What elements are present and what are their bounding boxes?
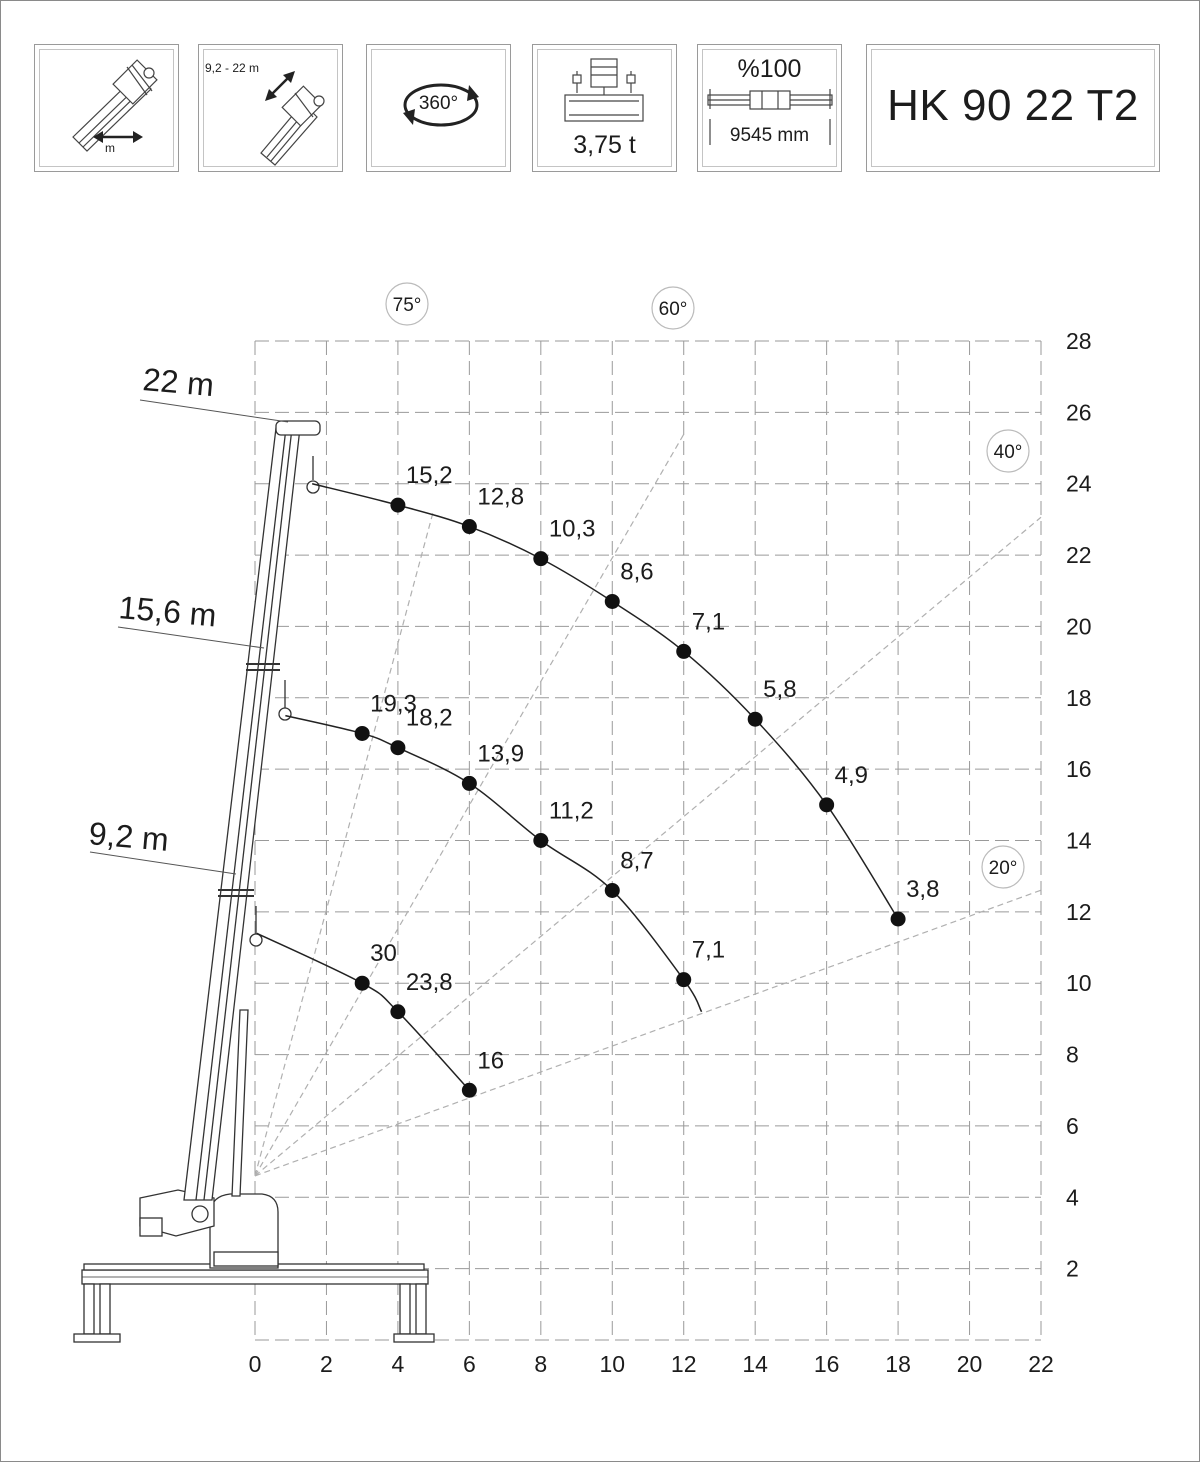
load-point xyxy=(605,883,620,898)
load-value-label: 5,8 xyxy=(763,676,797,704)
load-point xyxy=(748,712,763,727)
load-point xyxy=(891,911,906,926)
outreach-unit-label: m xyxy=(105,141,115,155)
load-curve xyxy=(257,933,470,1090)
load-point xyxy=(390,740,405,755)
y-tick-label: 26 xyxy=(1066,399,1092,426)
load-value-label: 16 xyxy=(477,1047,505,1075)
y-tick-label: 4 xyxy=(1066,1184,1079,1211)
angle-label: 75° xyxy=(392,295,422,316)
y-tick-label: 18 xyxy=(1066,684,1092,711)
crane-drawing xyxy=(74,421,434,1342)
load-value-label: 13,9 xyxy=(477,740,525,768)
y-tick-label: 14 xyxy=(1066,827,1092,854)
x-tick-label: 22 xyxy=(1028,1351,1054,1377)
axis-ticks xyxy=(249,328,1092,1377)
load-value-label: 19,3 xyxy=(370,690,417,718)
load-value-label: 23,8 xyxy=(405,968,453,996)
load-point xyxy=(390,1004,405,1019)
angle-label: 20° xyxy=(988,858,1018,879)
chart-grid xyxy=(255,341,1041,1340)
capacity-label: 3,75 t xyxy=(573,131,636,159)
load-value-label: 12,8 xyxy=(477,483,525,511)
load-value-label: 30 xyxy=(370,940,397,968)
y-tick-label: 2 xyxy=(1066,1255,1079,1282)
boom-length-label: 22 m xyxy=(141,361,216,404)
angle-lines xyxy=(255,283,1041,1176)
load-value-label: 18,2 xyxy=(405,704,453,732)
y-tick-label: 12 xyxy=(1066,898,1092,925)
y-tick-label: 16 xyxy=(1066,756,1092,783)
load-value-label: 11,2 xyxy=(548,797,594,825)
load-point xyxy=(676,644,691,659)
x-tick-label: 16 xyxy=(813,1351,840,1377)
x-tick-label: 10 xyxy=(599,1351,626,1377)
load-value-label: 10,3 xyxy=(548,515,596,543)
load-point xyxy=(390,498,405,513)
boom-length-label: 9,2 - 22 m xyxy=(205,61,260,75)
angle-line xyxy=(255,510,434,1176)
x-tick-label: 8 xyxy=(534,1351,548,1377)
y-tick-label: 10 xyxy=(1066,970,1092,997)
load-value-label: 3,8 xyxy=(906,875,940,903)
y-tick-label: 24 xyxy=(1066,470,1092,497)
model-name: HK 90 22 T2 xyxy=(887,81,1139,130)
load-value-label: 7,1 xyxy=(691,608,726,636)
outrigger-percent-label: %100 xyxy=(737,55,802,83)
load-value-label: 8,6 xyxy=(620,558,654,586)
x-tick-label: 18 xyxy=(885,1351,911,1377)
x-tick-label: 0 xyxy=(248,1351,262,1377)
load-point xyxy=(605,594,620,609)
load-point xyxy=(462,519,477,534)
y-tick-label: 20 xyxy=(1066,613,1092,640)
x-tick-label: 2 xyxy=(320,1351,333,1377)
load-point xyxy=(819,797,834,812)
boom-leader-line xyxy=(140,400,288,422)
load-point xyxy=(676,972,691,987)
boom-length-label: 15,6 m xyxy=(117,589,218,634)
load-point xyxy=(533,551,548,566)
load-value-label: 8,7 xyxy=(620,847,654,875)
x-tick-label: 14 xyxy=(742,1351,768,1377)
y-tick-label: 28 xyxy=(1066,328,1092,354)
load-curves xyxy=(257,484,898,1091)
load-point xyxy=(355,726,370,741)
load-points xyxy=(355,462,940,1098)
load-point xyxy=(462,1083,477,1098)
load-value-label: 7,1 xyxy=(691,936,726,964)
outrigger-span-label: 9545 mm xyxy=(729,125,810,146)
y-tick-label: 22 xyxy=(1066,542,1092,569)
angle-label: 60° xyxy=(658,299,688,320)
slewing-label: 360° xyxy=(418,93,459,114)
y-tick-label: 8 xyxy=(1066,1041,1079,1068)
x-tick-label: 20 xyxy=(956,1351,983,1377)
boom-length-label: 9,2 m xyxy=(87,815,171,858)
x-tick-label: 4 xyxy=(391,1351,405,1377)
load-value-label: 15,2 xyxy=(405,462,453,490)
load-value-label: 4,9 xyxy=(834,761,869,789)
load-point xyxy=(355,976,370,991)
angle-label: 40° xyxy=(993,442,1023,463)
load-point xyxy=(533,833,548,848)
y-tick-label: 6 xyxy=(1066,1112,1079,1139)
load-point xyxy=(462,776,477,791)
x-tick-label: 6 xyxy=(462,1351,476,1377)
x-tick-label: 12 xyxy=(670,1351,697,1377)
